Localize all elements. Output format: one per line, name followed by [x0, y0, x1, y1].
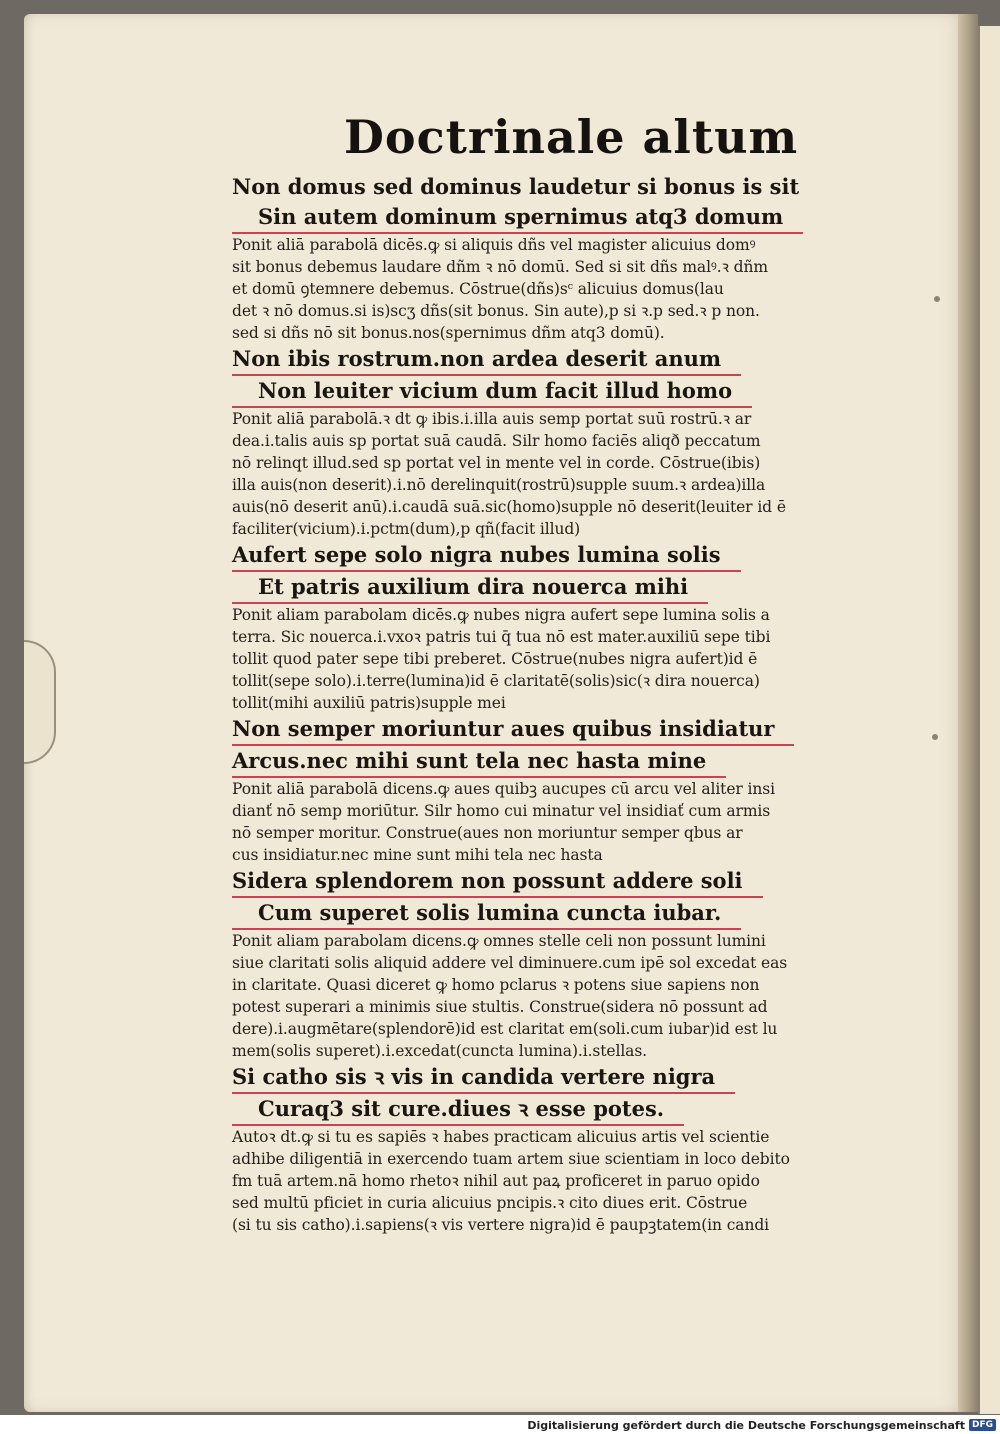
- gloss-line: Ponit aliam parabolam dicēs.ꝙ nubes nigra aufert sepe lumina solis a: [232, 606, 770, 624]
- gloss-line: det ꝛ nō domus.si is)scʒ dñs(sit bonus. Sin aute),p si ꝛ.p sed.ꝛ p non.: [232, 302, 760, 320]
- book-gutter: [958, 14, 978, 1412]
- verse-line: Non domus sed dominus laudetur si bonus is sit: [232, 174, 800, 199]
- verse-line: Sidera splendorem non possunt addere soli: [232, 866, 763, 898]
- gloss-line: Ponit aliā parabolā dicēs.ꝙ si aliquis dñs vel magister alicuius domꝰ: [232, 236, 756, 254]
- gloss-line: sit bonus debemus laudare dñm ꝛ nō domū. Sed si sit dñs malꝰ.ꝛ dñm: [232, 258, 768, 276]
- gloss-line: tollit(mihi auxiliū patris)supple mei: [232, 694, 506, 712]
- section-1: [232, 172, 852, 344]
- section-6: [232, 1062, 852, 1236]
- page-text: [232, 110, 852, 1236]
- verse-line: Et patris auxilium dira nouerca mihi: [232, 572, 708, 604]
- verse-line: Si catho sis ꝛ vis in candida vertere nigra: [232, 1062, 735, 1094]
- gloss-line: illa auis(non deserit).i.nō derelinquit(rostrū)supple suum.ꝛ ardea)illa: [232, 476, 766, 494]
- paper-speck: [934, 296, 940, 302]
- credit-text: Digitalisierung gefördert durch die Deutsche Forschungsgemeinschaft: [527, 1418, 965, 1432]
- gloss-line: et domū ꝯtemnere debemus. Cōstrue(dñs)sᶜ alicuius domus(lau: [232, 280, 724, 298]
- verse-line: Non semper moriuntur aues quibus insidiatur: [232, 714, 794, 746]
- gloss-line: tollit quod pater sepe tibi preberet. Cōstrue(nubes nigra aufert)id ē: [232, 650, 758, 668]
- verse-line: Aufert sepe solo nigra nubes lumina solis: [232, 540, 741, 572]
- gloss-line: sed si dñs nō sit bonus.nos(spernimus dñm atq3 domū).: [232, 324, 665, 342]
- verse-line: Arcus.nec mihi sunt tela nec hasta mine: [232, 746, 726, 778]
- verse-line: Curaq3 sit cure.diues ꝛ esse potes.: [232, 1094, 684, 1126]
- section-5: [232, 866, 852, 1062]
- digitization-credit: [527, 1416, 996, 1434]
- gloss-line: Autoꝛ dt.ꝙ si tu es sapiēs ꝛ habes practicam alicuius artis vel scientie: [232, 1128, 770, 1146]
- gloss-line: nō relinqt illud.sed sp portat vel in mente vel in corde. Cōstrue(ibis): [232, 454, 761, 472]
- gloss-line: sed multū pficiet in curia alicuius pncipis.ꝛ cito diues erit. Cōstrue: [232, 1194, 748, 1212]
- gloss-line: faciliter(vicium).i.pctm(dum),p qñ(facit illud): [232, 520, 581, 538]
- gloss-line: dianť nō semp moriūtur. Silr homo cui minatur vel insidiať cum armis: [232, 802, 771, 820]
- gloss-line: in claritate. Quasi diceret ꝙ homo pclarus ꝛ potens siue sapiens non: [232, 976, 760, 994]
- section-3: [232, 540, 852, 714]
- facing-page-edge: [978, 26, 1000, 1414]
- verse-line: Non leuiter vicium dum facit illud homo: [232, 376, 752, 408]
- verse-line: Cum superet solis lumina cuncta iubar.: [232, 898, 741, 930]
- gloss-line: dea.i.talis auis sp portat suā caudā. Silr homo faciēs aliqð peccatum: [232, 432, 761, 450]
- gloss-line: auis(nō deserit anū).i.caudā suā.sic(homo)supple nō deserit(leuiter id ē: [232, 498, 786, 516]
- page-title: Doctrinale altum: [344, 110, 799, 164]
- verse-line: Non ibis rostrum.non ardea deserit anum: [232, 344, 741, 376]
- gloss-line: fm tuā artem.nā homo rhetoꝛ nihil aut paꝝ proficeret in paruo opido: [232, 1172, 760, 1190]
- gloss-line: mem(solis superet).i.excedat(cuncta lumina).i.stellas.: [232, 1042, 648, 1060]
- verse-line: Sin autem dominum spernimus atq3 domum: [232, 202, 803, 234]
- gloss-line: adhibe diligentiā in exercendo tuam artem siue scientiam in loco debito: [232, 1150, 790, 1168]
- gloss-line: Ponit aliā parabolā.ꝛ dt ꝙ ibis.i.illa auis semp portat suū rostrū.ꝛ ar: [232, 410, 752, 428]
- gloss-line: siue claritati solis aliquid addere vel diminuere.cum ipē sol excedat eas: [232, 954, 788, 972]
- gloss-line: (si tu sis catho).i.sapiens(ꝛ vis vertere nigra)id ē paupꝫtatem(in candi: [232, 1216, 770, 1234]
- gloss-line: tollit(sepe solo).i.terre(lumina)id ē claritatē(solis)sic(ꝛ dira nouerca): [232, 672, 760, 690]
- paper-speck: [932, 734, 938, 740]
- dfg-logo-icon: DFG: [969, 1419, 996, 1431]
- gloss-line: nō semper moritur. Construe(aues non moriuntur semper qbus ar: [232, 824, 743, 842]
- gloss-line: dere).i.augmētare(splendorē)id est claritat em(soli.cum iubar)id est lu: [232, 1020, 778, 1038]
- gloss-line: Ponit aliā parabolā dicens.ꝙ aues quibꝫ aucupes cū arcu vel aliter insi: [232, 780, 775, 798]
- gloss-line: terra. Sic nouerca.i.vxoꝛ patris tui q̄ tua nō est mater.auxiliū sepe tibi: [232, 628, 771, 646]
- gloss-line: Ponit aliam parabolam dicens.ꝙ omnes stelle celi non possunt lumini: [232, 932, 766, 950]
- section-2: [232, 344, 852, 540]
- page-clasp-tab: [24, 640, 56, 764]
- section-4: [232, 714, 852, 866]
- gloss-line: potest superari a minimis siue stultis. Construe(sidera nō possunt ad: [232, 998, 768, 1016]
- gloss-line: cus insidiatur.nec mine sunt mihi tela nec hasta: [232, 846, 603, 864]
